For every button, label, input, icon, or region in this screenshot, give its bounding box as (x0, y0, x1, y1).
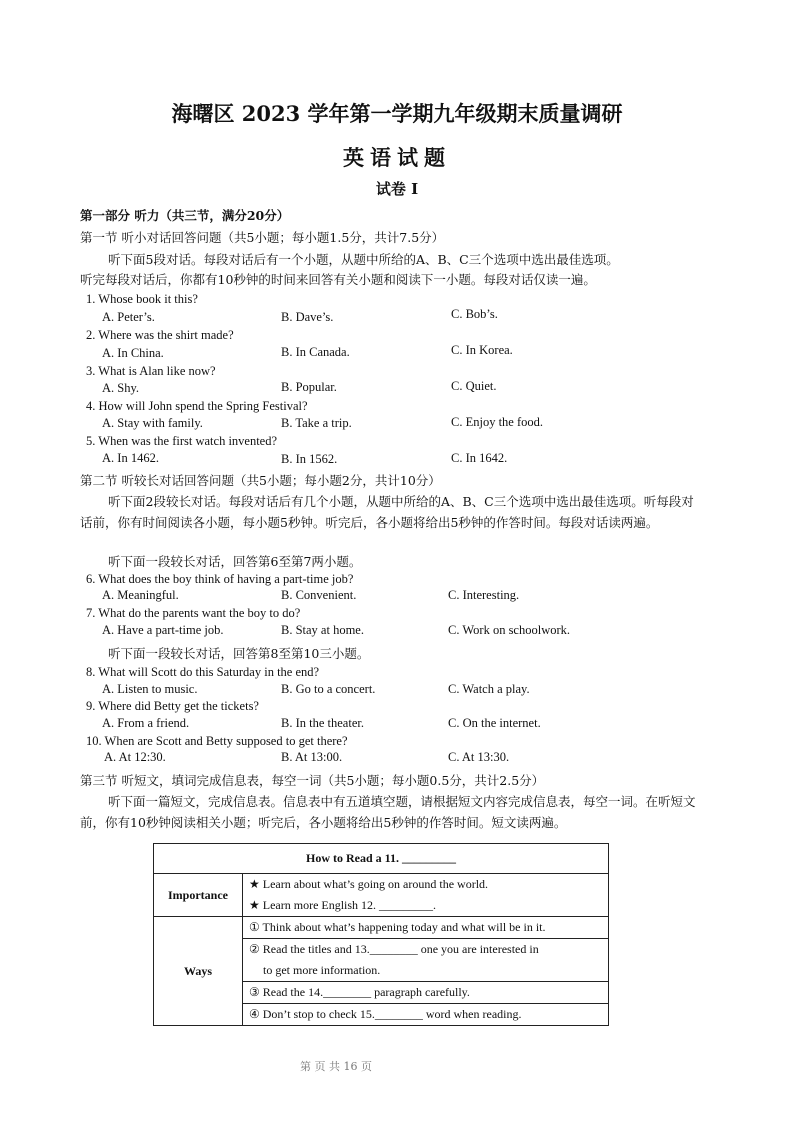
option-b: B. In Canada. (281, 345, 350, 359)
option-a: A. At 12:30. (104, 750, 166, 764)
info-table (153, 843, 609, 1026)
option-a: A. Listen to music. (102, 682, 198, 696)
option-b: B. In the theater. (281, 716, 364, 730)
option-b: B. In 1562. (281, 452, 338, 466)
info-table-title: How to Read a 11. _________ (154, 844, 609, 874)
option-b: B. Dave’s. (281, 310, 334, 324)
option-c: C. Work on schoolwork. (448, 623, 571, 637)
question-text: 3. What is Alan like now? (86, 364, 216, 378)
ways-item: ② Read the titles and 13.________ one you are interested in (249, 942, 539, 956)
exam-subtitle: 英语试题 (343, 145, 451, 170)
ways-item: ④ Don’t stop to check 15.________ word when reading. (249, 1007, 522, 1021)
option-a: A. Have a part-time job. (102, 623, 224, 637)
option-c: C. Bob’s. (451, 307, 498, 321)
ways-label: Ways (154, 917, 243, 1026)
question-text: 7. What do the parents want the boy to do? (86, 606, 301, 620)
sec1-heading: 第一节 听小对话回答问题（共5小题；每小题1.5分，共计7.5分） (80, 230, 445, 245)
option-a: A. Meaningful. (102, 588, 179, 602)
paper-label: 试卷 I (375, 180, 419, 198)
sec2-instruction: 听下面2段较长对话。每段对话后有几个小题，从题中所给的A、B、C三个选项中选出最佳选项。听每段对话前，你有时间阅读各小题，每小题5秒钟。听完后，各小题将给出5秒钟的作答时间。每段对话读两遍。 (80, 494, 694, 530)
question-text: 1. Whose book it this? (86, 292, 198, 306)
question-text: 2. Where was the shirt made? (86, 328, 234, 342)
option-b: B. Convenient. (281, 588, 357, 602)
option-c: C. In Korea. (451, 343, 513, 357)
option-b: B. At 13:00. (281, 750, 343, 764)
option-b: B. Go to a concert. (281, 682, 376, 696)
option-c: C. At 13:30. (448, 750, 510, 764)
sec3-instruction: 听下面一篇短文，完成信息表。信息表中有五道填空题，请根据短文内容完成信息表，每空一词。在听短文前，你有10秒钟阅读相关小题；听完后，各小题将给出5秒钟的作答时间。短文读两遍。 (80, 794, 696, 830)
option-c: C. On the internet. (448, 716, 541, 730)
option-b: B. Stay at home. (281, 623, 364, 637)
question-text: 4. How will John spend the Spring Festival? (86, 399, 308, 413)
ways-item-continued: to get more information. (263, 963, 381, 977)
option-a: A. In 1462. (102, 451, 159, 465)
question-text: 8. What will Scott do this Saturday in the end? (86, 665, 320, 679)
sec2-heading: 第二节 听较长对话回答问题（共5小题；每小题2分，共计10分） (80, 473, 441, 488)
dialogue-intro: 听下面一段较长对话，回答第8至第10三小题。 (108, 646, 370, 661)
sec1-instruction: 听下面5段对话。每段对话后有一个小题，从题中所给的A、B、C三个选项中选出最佳选项。 (108, 252, 619, 267)
ways-item: ③ Read the 14.________ paragraph carefully. (249, 985, 470, 999)
question-text: 5. When was the first watch invented? (86, 434, 278, 448)
option-b: B. Take a trip. (281, 416, 352, 430)
option-c: C. Enjoy the food. (451, 415, 544, 429)
ways-item: ① Think about what’s happening today and what will be in it. (249, 920, 546, 934)
option-b: B. Popular. (281, 380, 337, 394)
dialogue-intro: 听下面一段较长对话，回答第6至第7两小题。 (108, 554, 362, 569)
option-c: C. Watch a play. (448, 682, 530, 696)
option-a: A. Shy. (102, 381, 140, 395)
option-a: A. In China. (102, 346, 164, 360)
importance-label: Importance (154, 874, 243, 917)
page-footer: 第 页 共 16 页 (300, 1060, 372, 1073)
sec3-heading: 第三节 听短文，填词完成信息表，每空一词（共5小题；每小题0.5分，共计2.5分） (80, 773, 545, 788)
part1-heading: 第一部分 听力（共三节，满分20分） (80, 208, 290, 223)
importance-item: ★ Learn more English 12. _________. (249, 898, 437, 912)
exam-title: 海曙区 2023 学年第一学期九年级期末质量调研 (171, 101, 623, 126)
option-a: A. Stay with family. (102, 416, 203, 430)
sec1-instruction: 听完每段对话后，你都有10秒钟的时间来回答有关小题和阅读下一小题。每段对话仅读一遍。 (80, 272, 596, 287)
importance-item: ★ Learn about what’s going on around the world. (249, 877, 489, 891)
option-a: A. Peter’s. (102, 310, 155, 324)
option-c: C. Quiet. (451, 379, 497, 393)
option-c: C. In 1642. (451, 451, 508, 465)
option-c: C. Interesting. (448, 588, 520, 602)
question-text: 9. Where did Betty get the tickets? (86, 699, 259, 713)
question-text: 6. What does the boy think of having a part-time job? (86, 572, 354, 586)
question-text: 10. When are Scott and Betty supposed to get there? (86, 734, 348, 748)
option-a: A. From a friend. (102, 716, 190, 730)
